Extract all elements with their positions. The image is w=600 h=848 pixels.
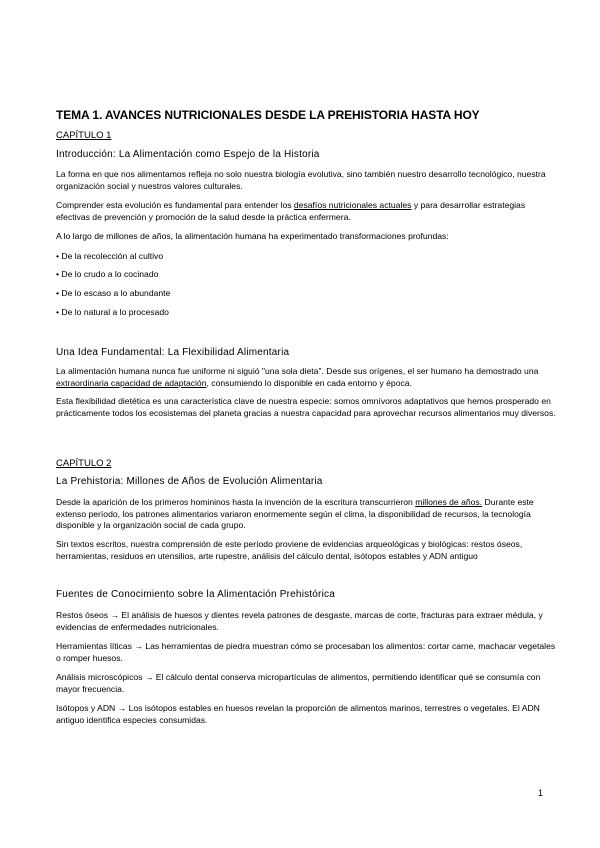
- source-item: Herramientas líticas → Las herramientas de piedra muestran cómo se procesaban los alimentos: cortar carne, machacar vegetales o romper huesos.: [56, 641, 556, 663]
- paragraph: La forma en que nos alimentamos refleja no solo nuestra biología evolutiva, sino también nuestro desarrollo tecnológico, nuestra organización social y nuestros valores culturales.: [56, 169, 546, 191]
- paragraph: [56, 366, 556, 389]
- paragraph: [56, 200, 556, 223]
- source-item: Isótopos y ADN → Los isótopos estables en huesos revelan la proporción de alimentos marinos, terrestres o vegetales. El ADN antiguo identifica especies consumidas.: [56, 703, 540, 725]
- source-item: Análisis microscópicos → El cálculo dental conserva micropartículas de alimentos, permitiendo identificar qué se consumía con mayor frecuencia.: [56, 672, 541, 694]
- underlined-text: desafíos nutricionales actuales: [293, 200, 412, 210]
- chapter-1-label: CAPÍTULO 1: [56, 130, 112, 141]
- list-item: • De lo natural a lo procesado: [56, 307, 169, 317]
- text-run: Comprender esta evolución es fundamental para entender los: [56, 200, 294, 210]
- section-heading: Fuentes de Conocimiento sobre la Alimentación Prehistórica: [56, 589, 335, 600]
- document-title: TEMA 1. AVANCES NUTRICIONALES DESDE LA PREHISTORIA HASTA HOY: [56, 108, 480, 122]
- paragraph: Esta flexibilidad dietética es una característica clave de nuestra especie: somos omnívoros adaptativos que hemos prosperado en prácticamente todos los ecosistemas del planeta gracias a nuestra capacidad para aprovechar recursos alimentarios muy diversos.: [56, 396, 556, 418]
- paragraph: Sin textos escritos, nuestra comprensión de este período proviene de evidencias arqueológicas y biológicas: restos óseos, herramientas, residuos en utensilios, arte rupestre, análisis del cálculo dental, isótopos estables y ADN antiguo: [56, 539, 523, 561]
- page-number: 1: [538, 788, 544, 798]
- chapter-2-heading: La Prehistoria: Millones de Años de Evolución Alimentaria: [56, 476, 323, 487]
- chapter-2-label: CAPÍTULO 2: [56, 458, 112, 469]
- paragraph: A lo largo de millones de años, la alimentación humana ha experimentado transformaciones profundas:: [56, 231, 449, 241]
- list-item: • De lo crudo a lo cocinado: [56, 269, 159, 279]
- list-item: • De lo escaso a lo abundante: [56, 288, 171, 298]
- source-item: Restos óseos → El análisis de huesos y dientes revela patrones de desgaste, marcas de corte, fracturas para extraer médula, y evidencias de enfermedades nutricionales.: [56, 610, 543, 632]
- text-run: Desde la aparición de los primeros homininos hasta la invención de la escritura transcurrieron: [56, 497, 416, 507]
- paragraph: [56, 497, 556, 532]
- underlined-text: millones de años.: [415, 497, 483, 507]
- chapter-1-heading: Introducción: La Alimentación como Espejo de la Historia: [56, 149, 320, 160]
- text-run: , consumiendo lo disponible en cada entorno y época.: [206, 377, 412, 388]
- text-run: Durante este extenso período, los patrones alimentarios variaron enormemente según el clima, la disponibilidad de recursos, la tecnología disponible y la organización social de cada grupo.: [56, 497, 534, 530]
- underlined-text: extraordinaria capacidad de adaptación: [56, 377, 207, 388]
- text-run: y para desarrollar estrategias efectivas de prevención y promoción de la salud desde la práctica enfermera.: [56, 200, 526, 222]
- list-item: • De la recolección al cultivo: [56, 251, 164, 261]
- section-heading: Una Idea Fundamental: La Flexibilidad Alimentaria: [56, 347, 290, 358]
- text-run: La alimentación humana nunca fue uniforme ni siguió "una sola dieta". Desde sus orígenes, el ser humano ha demostrado una: [56, 366, 539, 376]
